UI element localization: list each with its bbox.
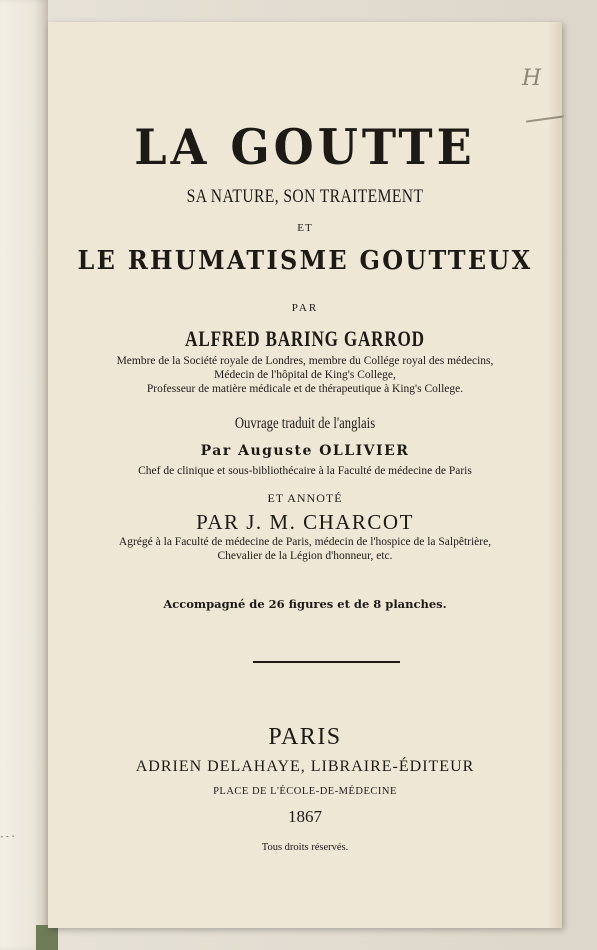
author-credential: Membre de la Société royale de Londres, membre du Collége royal des médecins, xyxy=(116,355,494,367)
ribbon-bookmark xyxy=(36,925,58,950)
imprint-publisher: ADRIEN DELAHAYE, LIBRAIRE-ÉDITEUR xyxy=(135,758,475,775)
annotator-credential: Agrégé à la Faculté de médecine de Paris, médecin de l'hospice de la Salpêtrière, xyxy=(118,536,492,548)
binding-stamp: ⁃ ⁃ ⁃ xyxy=(0,832,16,842)
imprint-year: 1867 xyxy=(288,807,322,826)
title-page xyxy=(48,22,562,928)
book-subtitle: SA NATURE, SON TRAITEMENT xyxy=(186,186,424,207)
book-title: LA GOUTTE xyxy=(134,118,476,176)
annotator-credential: Chevalier de la Légion d'honneur, etc. xyxy=(217,550,393,562)
divider-rule xyxy=(253,661,400,663)
illustrations-note: Accompagné de 26 figures et de 8 planches. xyxy=(163,597,447,611)
book-title-second: LE RHUMATISME GOUTTEUX xyxy=(77,246,533,276)
translator-name: Par Auguste OLLIVIER xyxy=(200,443,410,459)
author-credential: Professeur de matière médicale et de thérapeutique à King's College. xyxy=(146,383,464,395)
left-page-edge xyxy=(0,0,48,950)
imprint-address: PLACE DE L'ÉCOLE-DE-MÉDECINE xyxy=(213,786,397,797)
conjunction-et: ET xyxy=(297,222,313,234)
author-name: ALFRED BARING GARROD xyxy=(185,326,425,351)
pencil-annotation: H xyxy=(522,66,542,91)
imprint-city: PARIS xyxy=(268,724,342,750)
translation-note: Ouvrage traduit de l'anglais xyxy=(234,415,376,432)
rights-notice: Tous droits réservés. xyxy=(261,842,349,853)
author-credential: Médecin de l'hôpital de King's College, xyxy=(214,369,396,381)
annotation-note: ET ANNOTÉ xyxy=(267,491,343,505)
translator-role: Chef de clinique et sous-bibliothécaire à la Faculté de médecine de Paris xyxy=(138,465,472,477)
annotator-name: PAR J. M. CHARCOT xyxy=(196,510,414,534)
par-label: PAR xyxy=(291,302,319,314)
